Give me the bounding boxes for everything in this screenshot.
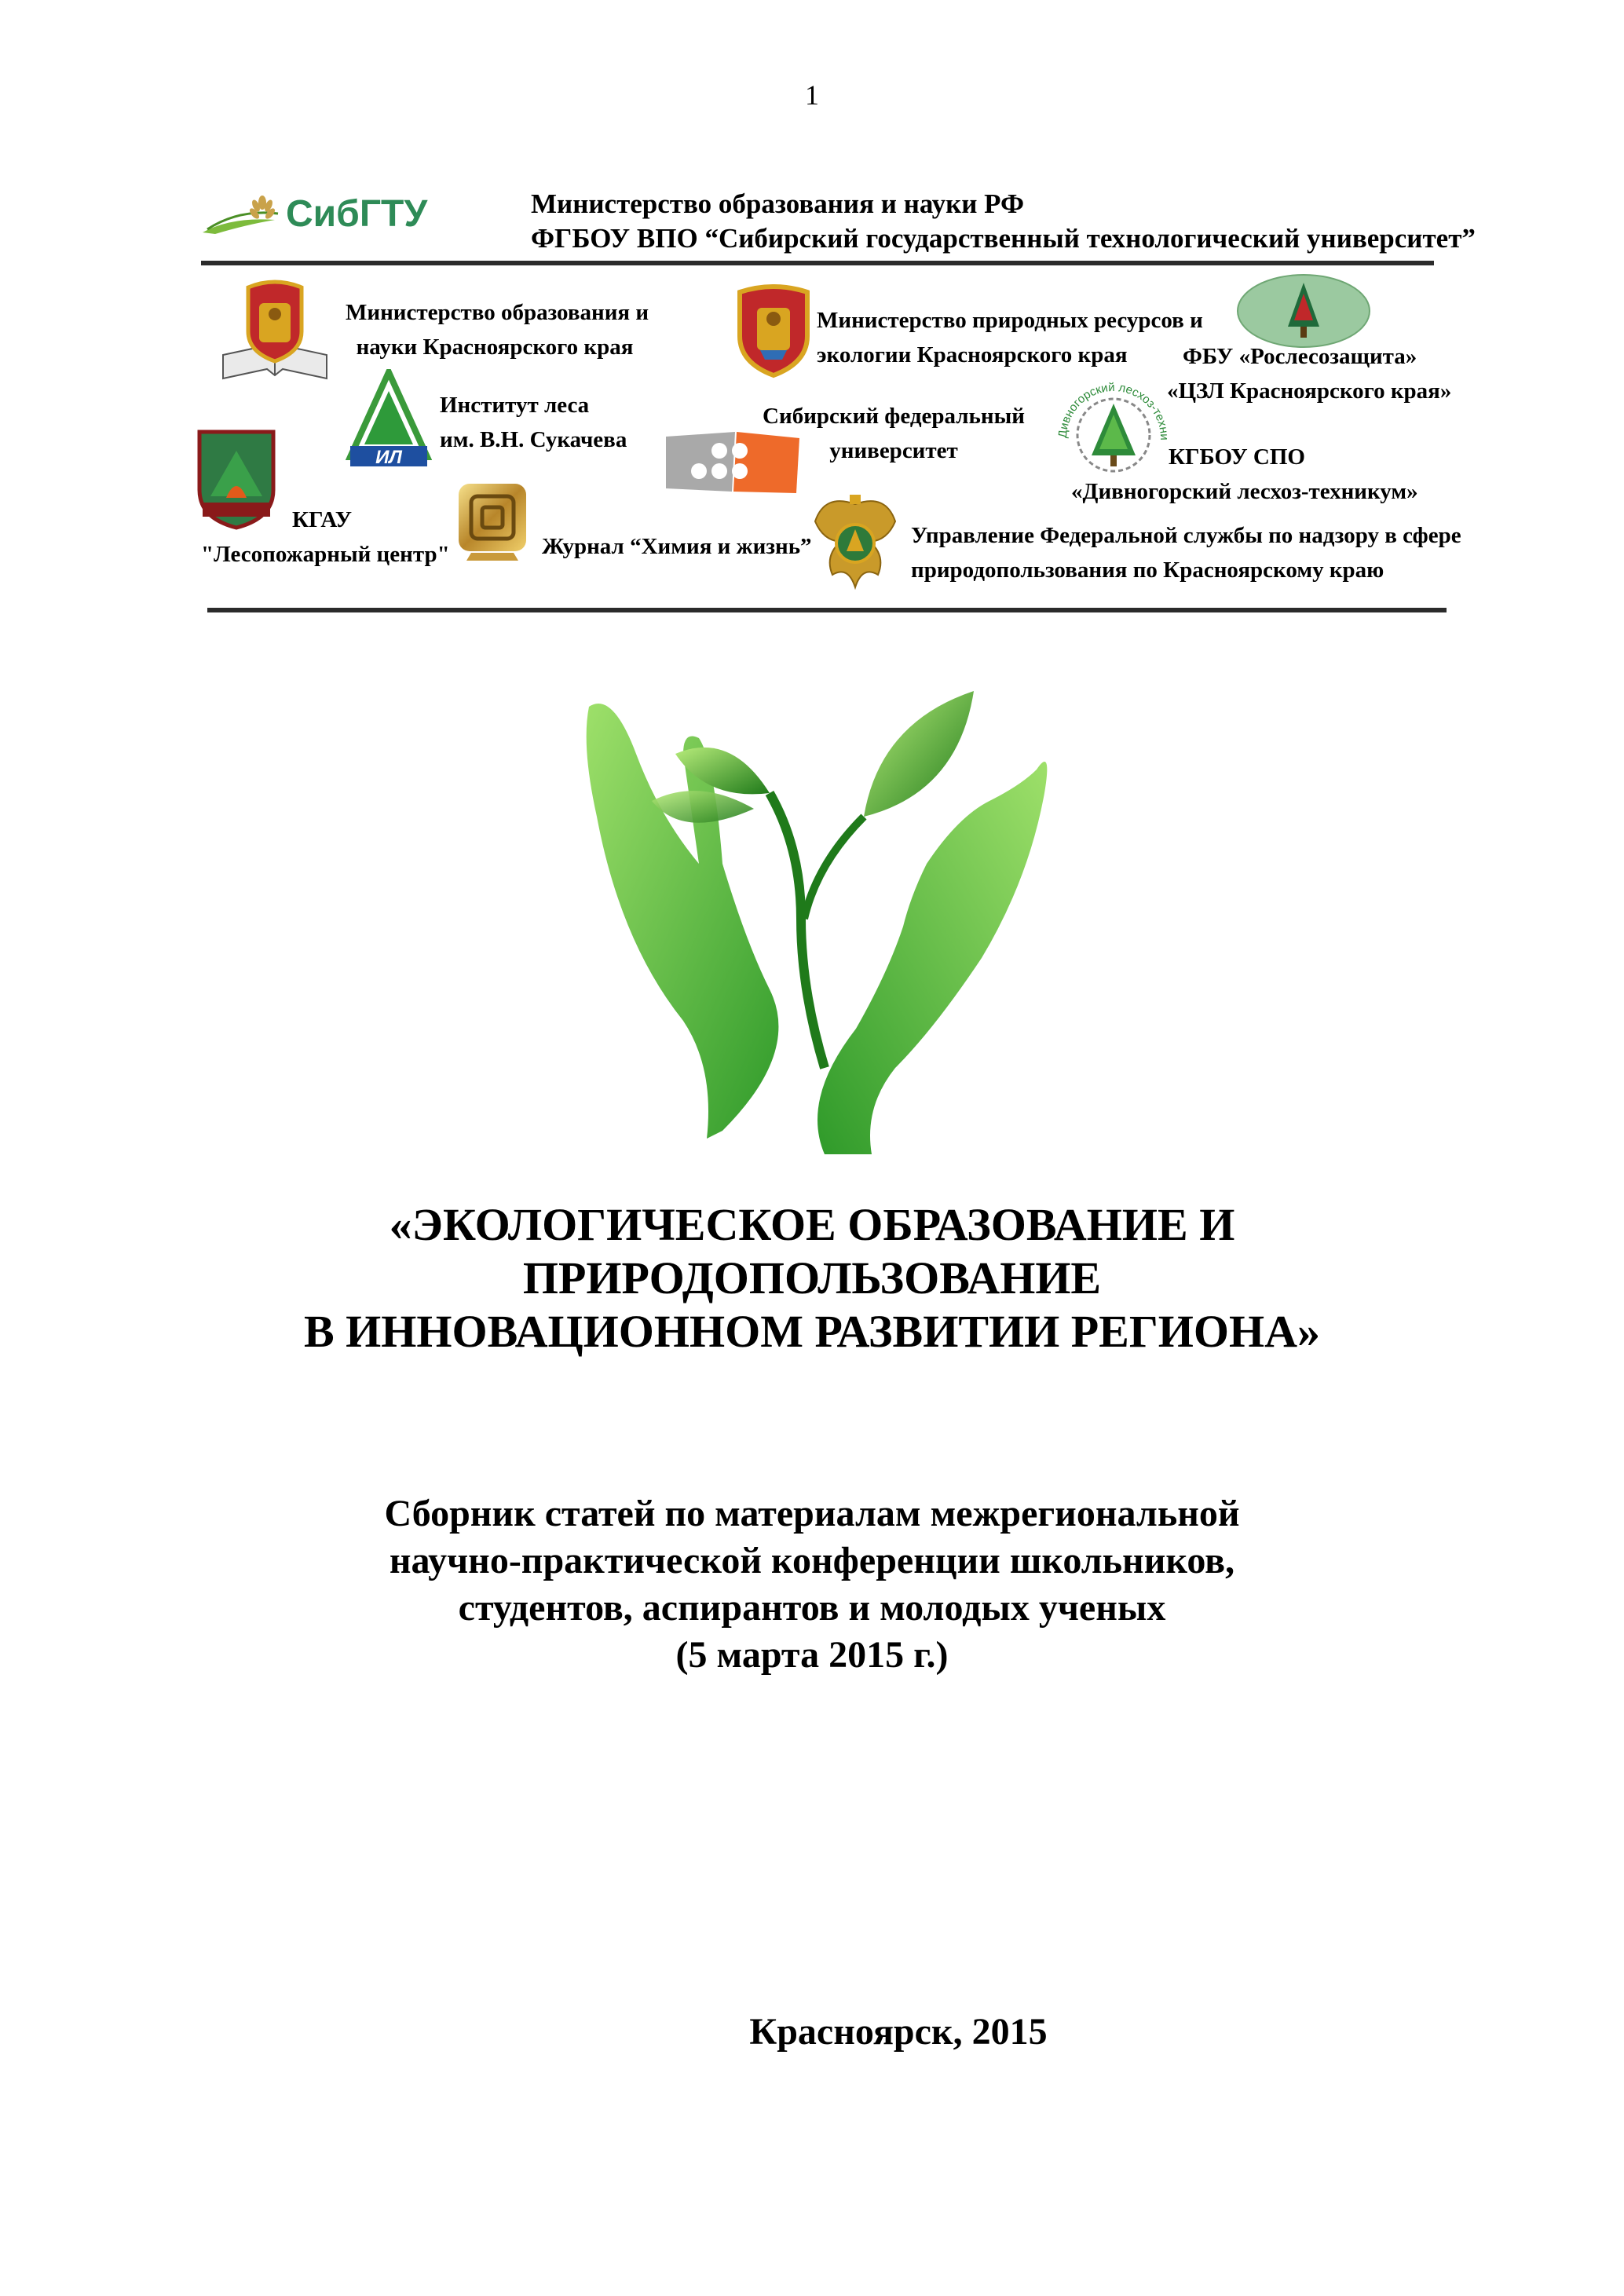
divnogorsk-technical-school-logo-icon bbox=[1055, 367, 1172, 484]
collection-subtitle: Сборник статей по материалам межрегиональной научно-практической конференции школьников, студентов, аспирантов и молодых ученых (5 марта 2015 г.) bbox=[384, 1493, 1240, 1676]
conference-title: «ЭКОЛОГИЧЕСКОЕ ОБРАЗОВАНИЕ И ПРИРОДОПОЛЬЗОВАНИЕ В ИННОВАЦИОННОМ РАЗВИТИИ РЕГИОНА» bbox=[303, 1199, 1320, 1357]
org-min-obr-kk: Министерство образования и науки Красноярского края bbox=[346, 300, 649, 360]
kgau-forest-fire-center-logo-icon bbox=[195, 427, 278, 531]
sibgtu-logo bbox=[199, 185, 482, 239]
org-kgbou-1: КГБОУ СПО bbox=[1169, 444, 1305, 470]
page-number: 1 bbox=[805, 79, 819, 111]
svg-text:ИЛ: ИЛ bbox=[375, 447, 402, 468]
org-fbu: ФБУ «Рослесозащита» «ЦЗЛ Красноярского края» bbox=[1167, 344, 1452, 404]
org-sfu: Сибирский федеральный университет bbox=[763, 404, 1025, 463]
header-divider bbox=[201, 261, 1434, 265]
rosprirodnadzor-emblem-icon bbox=[809, 493, 902, 597]
header-line-1: Министерство образования и науки РФ bbox=[531, 188, 1025, 219]
krasnoyarsk-coat-of-arms-icon bbox=[730, 284, 817, 378]
header-line-2: ФГБОУ ВПО “Сибирский государственный технологический университет” bbox=[531, 223, 1476, 254]
svg-text:Дивногорский лесхоз-техникум: Дивногорский лесхоз-техни bbox=[1055, 380, 1172, 441]
org-kgau-2: "Лесопожарный центр" bbox=[201, 542, 450, 567]
roslesozashchita-logo-icon bbox=[1236, 272, 1371, 350]
krasnoyarsk-coat-of-arms-book-icon bbox=[220, 276, 330, 386]
org-inst-lesa: Институт леса им. В.Н. Сукачева bbox=[440, 393, 627, 452]
institute-of-forest-logo-icon bbox=[346, 369, 432, 470]
khimiya-i-zhizn-logo-icon bbox=[455, 481, 529, 562]
publication-place-year: Красноярск, 2015 bbox=[749, 2011, 1048, 2053]
sfu-logo-icon bbox=[664, 429, 801, 496]
organizations-divider bbox=[207, 608, 1447, 612]
org-rpn: Управление Федеральной службы по надзору в сфере природопользования по Красноярскому краю bbox=[911, 523, 1461, 583]
org-min-prir: Министерство природных ресурсов и экологии Красноярского края bbox=[817, 308, 1203, 367]
hands-with-sprout-illustration bbox=[565, 660, 1068, 1162]
org-kgau-1: КГАУ bbox=[292, 507, 352, 532]
org-journal: Журнал “Химия и жизнь” bbox=[542, 534, 812, 559]
sibgtu-logo-text: СибГТУ bbox=[286, 193, 428, 235]
org-kgbou-2: «Дивногорский лесхоз-техникум» bbox=[1071, 479, 1418, 504]
